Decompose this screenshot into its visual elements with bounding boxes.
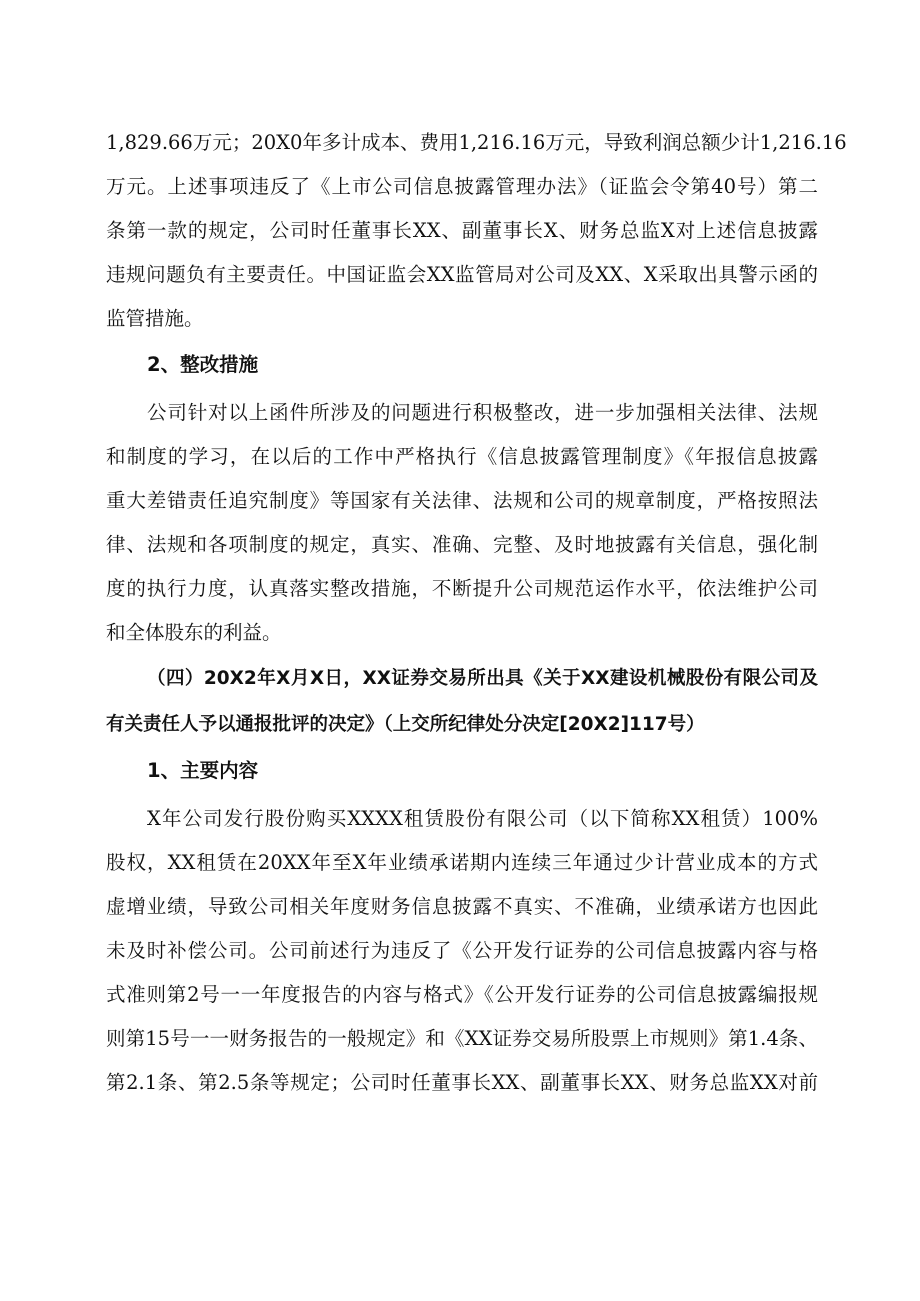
paragraph-line: 虚增业绩，导致公司相关年度财务信息披露不真实、不准确，业绩承诺方也因此 — [106, 895, 818, 918]
section-heading: 1、主要内容 — [147, 759, 259, 782]
paragraph-line: 1,829.66万元；20X0年多计成本、费用1,216.16万元，导致利润总额少计1,216.16 — [106, 131, 847, 154]
paragraph-line: 监管措施。 — [106, 307, 204, 330]
paragraph-line: 和全体股东的利益。 — [106, 621, 282, 644]
section-heading: 2、整改措施 — [147, 353, 259, 376]
paragraph-line: 式准则第2号一一年度报告的内容与格式》《公开发行证券的公司信息披露编报规 — [106, 983, 818, 1006]
paragraph-line: 度的执行力度，认真落实整改措施，不断提升公司规范运作水平，依法维护公司 — [106, 577, 818, 600]
paragraph-line: 违规问题负有主要责任。中国证监会XX监管局对公司及XX、X采取出具警示函的 — [106, 263, 818, 286]
section-title: （四）20X2年X月X日，XX证券交易所出具《关于XX建设机械股份有限公司及 — [147, 668, 818, 689]
paragraph-line: 第2.1条、第2.5条等规定；公司时任董事长XX、副董事长XX、财务总监XX对前 — [106, 1071, 818, 1094]
section-title: 有关责任人予以通报批评的决定》（上交所纪律处分决定[20X2]117号） — [106, 714, 705, 735]
paragraph-line: 公司针对以上函件所涉及的问题进行积极整改，进一步加强相关法律、法规 — [147, 401, 818, 424]
paragraph-line: X年公司发行股份购买XXXX租赁股份有限公司（以下简称XX租赁）100% — [147, 807, 818, 830]
paragraph-line: 股权，XX租赁在20XX年至X年业绩承诺期内连续三年通过少计营业成本的方式 — [106, 851, 818, 874]
paragraph-line: 律、法规和各项制度的规定，真实、准确、完整、及时地披露有关信息，强化制 — [106, 533, 818, 556]
paragraph-line: 万元。上述事项违反了《上市公司信息披露管理办法》（证监会令第40号）第二 — [106, 175, 818, 198]
paragraph-line: 条第一款的规定，公司时任董事长XX、副董事长X、财务总监X对上述信息披露 — [106, 219, 818, 242]
paragraph-line: 则第15号一一财务报告的一般规定》和《XX证券交易所股票上市规则》第1.4条、 — [106, 1027, 818, 1050]
paragraph-line: 未及时补偿公司。公司前述行为违反了《公开发行证券的公司信息披露内容与格 — [106, 939, 818, 962]
paragraph-line: 重大差错责任追究制度》等国家有关法律、法规和公司的规章制度，严格按照法 — [106, 489, 818, 512]
paragraph-line: 和制度的学习，在以后的工作中严格执行《信息披露管理制度》《年报信息披露 — [106, 445, 818, 468]
